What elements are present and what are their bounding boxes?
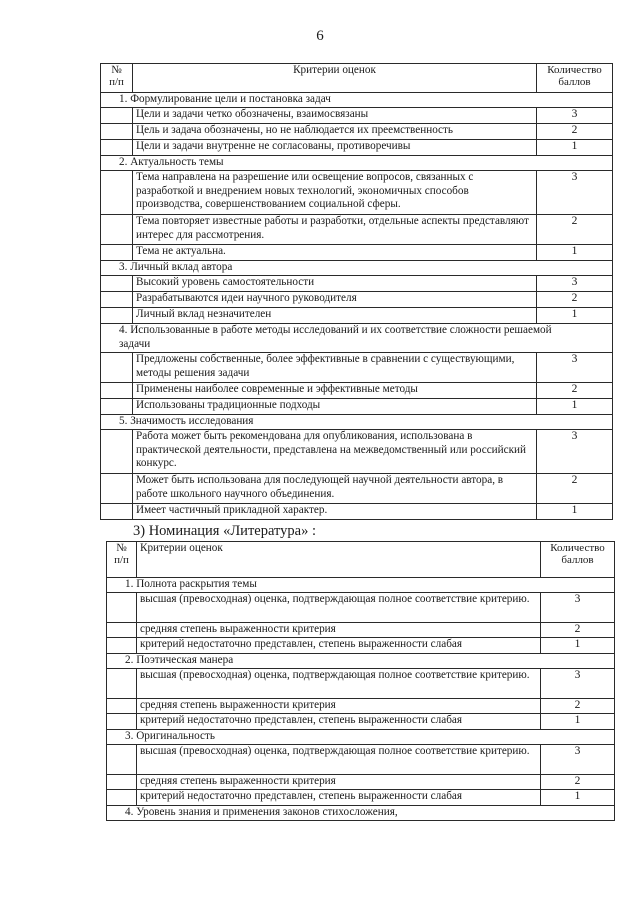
- section-title-row: [101, 324, 613, 353]
- blank-cell: [101, 276, 133, 292]
- criterion-text: средняя степень выраженности критерия: [137, 699, 541, 714]
- criterion-text: Высокий уровень самостоятельности: [133, 276, 537, 292]
- criterion-text: высшая (превосходная) оценка, подтверждающая полное соответствие критерию.: [137, 745, 541, 775]
- criterion-text: высшая (превосходная) оценка, подтверждающая полное соответствие критерию.: [137, 593, 541, 623]
- section-title-row: [101, 156, 613, 171]
- page-number: 6: [316, 28, 324, 44]
- table-row: [101, 124, 613, 140]
- score-cell: 3: [537, 353, 613, 383]
- table-row: [101, 108, 613, 124]
- section-title-row: [107, 730, 615, 745]
- table-row: [101, 171, 613, 215]
- blank-cell: [107, 638, 137, 654]
- score-cell: 1: [537, 140, 613, 156]
- table-row: [101, 383, 613, 399]
- score-cell: 2: [537, 383, 613, 399]
- table-header-row: [107, 542, 615, 578]
- criterion-text: высшая (превосходная) оценка, подтверждающая полное соответствие критерию.: [137, 669, 541, 699]
- score-cell: 1: [537, 308, 613, 324]
- score-cell: 3: [537, 171, 613, 215]
- criterion-text: Работа может быть рекомендована для опубликования, использована в практической деятельности, представлена на межведомственный или российский конкурс.: [133, 430, 537, 474]
- criteria-table-2: [106, 541, 615, 821]
- criterion-text: Может быть использована для последующей научной деятельности автора, в работе школьного научного объединения.: [133, 474, 537, 504]
- criterion-text: средняя степень выраженности критерия: [137, 623, 541, 638]
- score-cell: 3: [541, 669, 615, 699]
- criterion-text: Использованы традиционные подходы: [133, 399, 537, 415]
- score-cell: 2: [537, 215, 613, 245]
- table-row: [107, 699, 615, 714]
- score-cell: 2: [541, 775, 615, 790]
- blank-cell: [107, 699, 137, 714]
- criterion-text: Предложены собственные, более эффективные в сравнении с существующими, методы решения задачи: [133, 353, 537, 383]
- header-criteria: Критерии оценок: [137, 542, 541, 578]
- table-row: [101, 215, 613, 245]
- section-title-row: [107, 654, 615, 669]
- table-row: [107, 714, 615, 730]
- score-cell: 2: [541, 699, 615, 714]
- table-row: [101, 474, 613, 504]
- blank-cell: [101, 474, 133, 504]
- score-cell: 1: [537, 504, 613, 520]
- blank-cell: [101, 245, 133, 261]
- header-num: № п/п: [107, 542, 137, 578]
- blank-cell: [101, 430, 133, 474]
- criterion-text: Цели и задачи внутренне не согласованы, противоречивы: [133, 140, 537, 156]
- section-title: 4. Использованные в работе методы исследований и их соответствие сложности решаемой задачи: [101, 324, 613, 353]
- blank-cell: [107, 623, 137, 638]
- table-row: [101, 399, 613, 415]
- blank-cell: [107, 669, 137, 699]
- score-cell: 1: [541, 714, 615, 730]
- section-title: 2. Актуальность темы: [101, 156, 613, 171]
- table-row: [107, 775, 615, 790]
- score-cell: 3: [541, 593, 615, 623]
- score-cell: 3: [537, 430, 613, 474]
- blank-cell: [101, 215, 133, 245]
- criterion-text: Применены наиболее современные и эффективные методы: [133, 383, 537, 399]
- table-row: [107, 638, 615, 654]
- section-title-row: [101, 415, 613, 430]
- table-row: [101, 504, 613, 520]
- blank-cell: [101, 108, 133, 124]
- criteria-table-1: [100, 63, 613, 520]
- header-score: Количество баллов: [541, 542, 615, 578]
- table-header-row: [101, 64, 613, 93]
- table-row: [101, 276, 613, 292]
- table-row: [101, 292, 613, 308]
- criterion-text: Имеет частичный прикладной характер.: [133, 504, 537, 520]
- header-num: № п/п: [101, 64, 133, 93]
- criterion-text: средняя степень выраженности критерия: [137, 775, 541, 790]
- blank-cell: [101, 399, 133, 415]
- blank-cell: [107, 790, 137, 806]
- section-title: 5. Значимость исследования: [101, 415, 613, 430]
- header-score: Количество баллов: [537, 64, 613, 93]
- score-cell: 2: [541, 623, 615, 638]
- section-heading-literature: 3) Номинация «Литература» :: [133, 523, 317, 539]
- blank-cell: [101, 308, 133, 324]
- criterion-text: Цели и задачи четко обозначены, взаимосвязаны: [133, 108, 537, 124]
- criterion-text: Цель и задача обозначены, но не наблюдается их преемственность: [133, 124, 537, 140]
- score-cell: 1: [541, 790, 615, 806]
- blank-cell: [101, 140, 133, 156]
- table-row: [101, 308, 613, 324]
- section-title: 4. Уровень знания и применения законов стихосложения,: [107, 806, 615, 821]
- table-row: [101, 140, 613, 156]
- score-cell: 2: [537, 474, 613, 504]
- section-title: 1. Полнота раскрытия темы: [107, 578, 615, 593]
- score-cell: 2: [537, 124, 613, 140]
- table-row: [107, 623, 615, 638]
- blank-cell: [107, 714, 137, 730]
- section-title-row: [101, 261, 613, 276]
- criterion-text: критерий недостаточно представлен, степень выраженности слабая: [137, 638, 541, 654]
- section-title-row: [107, 578, 615, 593]
- section-title-row: [101, 93, 613, 108]
- table-row: [107, 669, 615, 699]
- blank-cell: [107, 593, 137, 623]
- score-cell: 1: [541, 638, 615, 654]
- score-cell: 1: [537, 245, 613, 261]
- section-title: 2. Поэтическая манера: [107, 654, 615, 669]
- criterion-text: критерий недостаточно представлен, степень выраженности слабая: [137, 714, 541, 730]
- section-title: 1. Формулирование цели и постановка задач: [101, 93, 613, 108]
- blank-cell: [107, 745, 137, 775]
- criterion-text: Тема направлена на разрешение или освещение вопросов, связанных с разработкой и внедрением новых технологий, экономичных способов производства, совершенствованием социальной сферы.: [133, 171, 537, 215]
- score-cell: 3: [537, 276, 613, 292]
- score-cell: 1: [537, 399, 613, 415]
- section-title: 3. Личный вклад автора: [101, 261, 613, 276]
- section-title: 3. Оригинальность: [107, 730, 615, 745]
- criterion-text: Тема повторяет известные работы и разработки, отдельные аспекты представляют интерес для рассмотрения.: [133, 215, 537, 245]
- criterion-text: Личный вклад незначителен: [133, 308, 537, 324]
- table-row: [107, 745, 615, 775]
- criterion-text: Разрабатываются идеи научного руководителя: [133, 292, 537, 308]
- score-cell: 3: [537, 108, 613, 124]
- table-row: [101, 430, 613, 474]
- blank-cell: [101, 504, 133, 520]
- table-row: [107, 593, 615, 623]
- table-row: [107, 790, 615, 806]
- header-criteria: Критерии оценок: [133, 64, 537, 93]
- blank-cell: [101, 124, 133, 140]
- criterion-text: критерий недостаточно представлен, степень выраженности слабая: [137, 790, 541, 806]
- blank-cell: [101, 171, 133, 215]
- table-row: [101, 353, 613, 383]
- blank-cell: [101, 383, 133, 399]
- score-cell: 3: [541, 745, 615, 775]
- score-cell: 2: [537, 292, 613, 308]
- blank-cell: [101, 353, 133, 383]
- section-title-row: [107, 806, 615, 821]
- blank-cell: [101, 292, 133, 308]
- blank-cell: [107, 775, 137, 790]
- table-row: [101, 245, 613, 261]
- criterion-text: Тема не актуальна.: [133, 245, 537, 261]
